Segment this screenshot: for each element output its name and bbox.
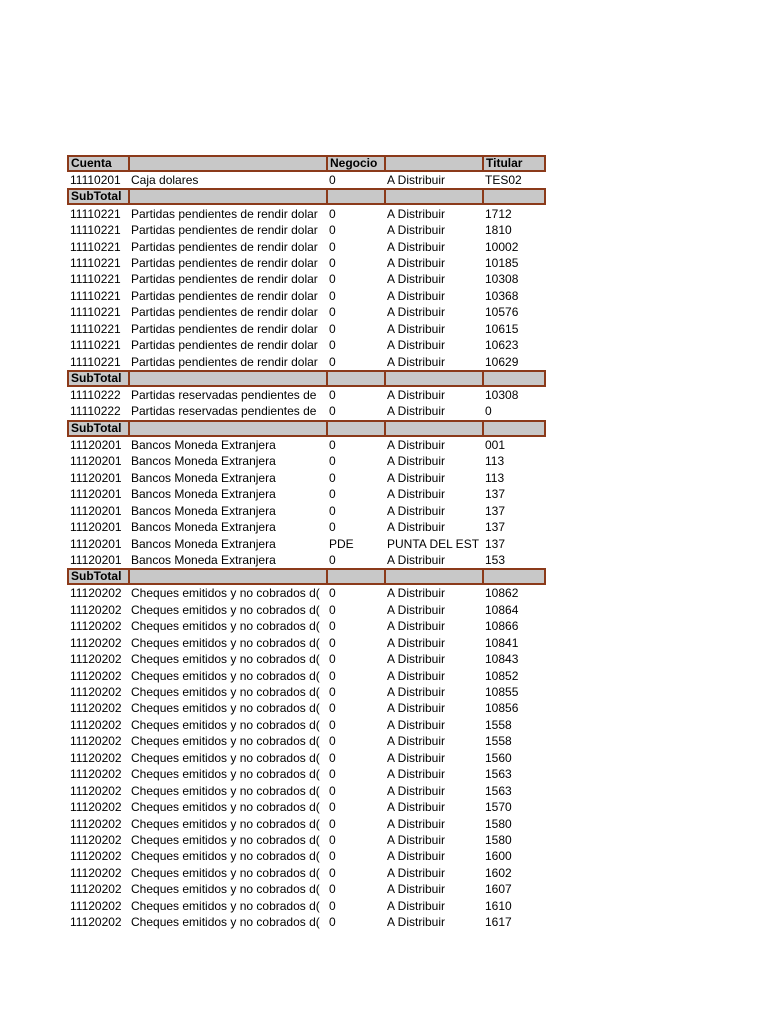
titular-cell: 10864 — [485, 602, 519, 617]
distribucion-cell: A Distribuir — [387, 305, 446, 320]
table-body — [68, 156, 545, 930]
cuenta-cell: 11120201 — [70, 470, 122, 485]
distribucion-cell: A Distribuir — [387, 586, 446, 601]
table-row — [68, 618, 545, 634]
titular-cell: 1712 — [485, 206, 512, 221]
negocio-cell: 0 — [329, 668, 336, 683]
subtotal-label: SubTotal — [68, 189, 129, 204]
descripcion-cell: Cheques emitidos y no cobrados d( — [131, 767, 320, 782]
descripcion-cell: Bancos Moneda Extranjera — [131, 536, 276, 551]
titular-cell: 1558 — [485, 717, 512, 732]
table-row — [68, 750, 545, 766]
titular-cell: 001 — [485, 437, 506, 452]
table-row — [68, 898, 545, 914]
distribucion-cell: A Distribuir — [387, 255, 446, 270]
distribucion-cell: A Distribuir — [387, 832, 446, 847]
descripcion-cell: Cheques emitidos y no cobrados d( — [131, 800, 320, 815]
negocio-cell: 0 — [329, 272, 336, 287]
negocio-cell: 0 — [329, 206, 336, 221]
descripcion-cell: Cheques emitidos y no cobrados d( — [131, 685, 320, 700]
subtotal-row — [68, 371, 545, 386]
titular-cell: 10862 — [485, 586, 519, 601]
subtotal-blank-cell — [129, 569, 327, 584]
negocio-cell: 0 — [329, 783, 336, 798]
titular-cell: 1570 — [485, 800, 512, 815]
distribucion-cell: A Distribuir — [387, 849, 446, 864]
spreadsheet-table — [67, 155, 546, 930]
titular-cell: TES02 — [485, 173, 522, 188]
table-row — [68, 799, 545, 815]
negocio-cell: 0 — [329, 338, 336, 353]
cuenta-cell: 11120201 — [70, 487, 122, 502]
titular-cell: 10308 — [485, 388, 519, 403]
titular-cell: 137 — [485, 520, 506, 535]
distribucion-cell: A Distribuir — [387, 173, 446, 188]
subtotal-blank-cell — [327, 421, 385, 436]
distribucion-cell: A Distribuir — [387, 321, 446, 336]
titular-cell: 137 — [485, 503, 506, 518]
distribucion-cell: A Distribuir — [387, 602, 446, 617]
negocio-cell: 0 — [329, 865, 336, 880]
descripcion-cell: Cheques emitidos y no cobrados d( — [131, 734, 320, 749]
table-row — [68, 667, 545, 683]
negocio-cell: PDE — [329, 536, 354, 551]
negocio-cell: 0 — [329, 255, 336, 270]
subtotal-blank-cell — [327, 189, 385, 204]
descripcion-cell: Partidas pendientes de rendir dolar — [131, 338, 318, 353]
titular-cell: 137 — [485, 536, 506, 551]
negocio-cell: 0 — [329, 652, 336, 667]
negocio-cell: 0 — [329, 816, 336, 831]
titular-cell: 1558 — [485, 734, 512, 749]
descripcion-cell: Bancos Moneda Extranjera — [131, 503, 276, 518]
table-row — [68, 470, 545, 486]
table-row — [68, 651, 545, 667]
table-row — [68, 337, 545, 353]
header-blank-1 — [129, 156, 327, 171]
header-row — [68, 156, 545, 171]
titular-cell: 1810 — [485, 223, 512, 238]
cuenta-cell: 11120202 — [70, 701, 122, 716]
table-row — [68, 502, 545, 518]
distribucion-cell: A Distribuir — [387, 206, 446, 221]
cuenta-cell: 11120202 — [70, 882, 122, 897]
header-titular: Titular — [483, 156, 545, 171]
negocio-cell: 0 — [329, 321, 336, 336]
cuenta-cell: 11110221 — [70, 272, 121, 287]
subtotal-blank-cell — [129, 371, 327, 386]
negocio-cell: 0 — [329, 915, 336, 930]
titular-cell: 10623 — [485, 338, 519, 353]
cuenta-cell: 11120202 — [70, 915, 122, 930]
distribucion-cell: A Distribuir — [387, 717, 446, 732]
distribucion-cell: A Distribuir — [387, 750, 446, 765]
cuenta-cell: 11120201 — [70, 503, 122, 518]
negocio-cell: 0 — [329, 305, 336, 320]
descripcion-cell: Cheques emitidos y no cobrados d( — [131, 882, 320, 897]
descripcion-cell: Cheques emitidos y no cobrados d( — [131, 915, 320, 930]
titular-cell: 10855 — [485, 685, 519, 700]
cuenta-cell: 11110221 — [70, 305, 121, 320]
subtotal-label: SubTotal — [68, 371, 129, 386]
distribucion-cell: A Distribuir — [387, 882, 446, 897]
table-row — [68, 535, 545, 551]
table-row — [68, 684, 545, 700]
distribucion-cell: A Distribuir — [387, 272, 446, 287]
descripcion-cell: Cheques emitidos y no cobrados d( — [131, 783, 320, 798]
descripcion-cell: Cheques emitidos y no cobrados d( — [131, 668, 320, 683]
negocio-cell: 0 — [329, 173, 336, 188]
cuenta-cell: 11120202 — [70, 783, 122, 798]
negocio-cell: 0 — [329, 552, 336, 567]
titular-cell: 0 — [485, 404, 492, 419]
descripcion-cell: Partidas pendientes de rendir dolar — [131, 255, 318, 270]
table-row — [68, 403, 545, 420]
titular-cell: 1580 — [485, 816, 512, 831]
negocio-cell: 0 — [329, 898, 336, 913]
cuenta-cell: 11120202 — [70, 767, 122, 782]
header-negocio: Negocio — [327, 156, 385, 171]
subtotal-blank-cell — [385, 189, 483, 204]
distribucion-cell: A Distribuir — [387, 783, 446, 798]
subtotal-label: SubTotal — [68, 569, 129, 584]
titular-cell: 1563 — [485, 783, 512, 798]
negocio-cell: 0 — [329, 223, 336, 238]
descripcion-cell: Cheques emitidos y no cobrados d( — [131, 652, 320, 667]
negocio-cell: 0 — [329, 882, 336, 897]
cuenta-cell: 11120202 — [70, 800, 122, 815]
distribucion-cell: A Distribuir — [387, 619, 446, 634]
distribucion-cell: A Distribuir — [387, 668, 446, 683]
descripcion-cell: Bancos Moneda Extranjera — [131, 437, 276, 452]
titular-cell: 10368 — [485, 288, 519, 303]
distribucion-cell: A Distribuir — [387, 404, 446, 419]
descripcion-cell: Cheques emitidos y no cobrados d( — [131, 849, 320, 864]
titular-cell: 10185 — [485, 255, 519, 270]
table-row — [68, 552, 545, 569]
negocio-cell: 0 — [329, 586, 336, 601]
distribucion-cell: PUNTA DEL EST — [387, 536, 480, 551]
descripcion-cell: Cheques emitidos y no cobrados d( — [131, 619, 320, 634]
table-row — [68, 321, 545, 337]
titular-cell: 113 — [485, 454, 505, 469]
table-row — [68, 914, 545, 930]
descripcion-cell: Partidas pendientes de rendir dolar — [131, 305, 318, 320]
distribucion-cell: A Distribuir — [387, 865, 446, 880]
cuenta-cell: 11120202 — [70, 685, 122, 700]
cuenta-cell: 11110221 — [70, 288, 121, 303]
titular-cell: 1563 — [485, 767, 512, 782]
cuenta-cell: 11120202 — [70, 865, 122, 880]
cuenta-cell: 11110221 — [70, 255, 121, 270]
distribucion-cell: A Distribuir — [387, 338, 446, 353]
negocio-cell: 0 — [329, 832, 336, 847]
cuenta-cell: 11120202 — [70, 635, 122, 650]
distribucion-cell: A Distribuir — [387, 388, 446, 403]
titular-cell: 1607 — [485, 882, 512, 897]
table-row — [68, 832, 545, 848]
distribucion-cell: A Distribuir — [387, 288, 446, 303]
descripcion-cell: Bancos Moneda Extranjera — [131, 487, 276, 502]
descripcion-cell: Partidas pendientes de rendir dolar — [131, 206, 318, 221]
table-row — [68, 602, 545, 618]
negocio-cell: 0 — [329, 437, 336, 452]
descripcion-cell: Cheques emitidos y no cobrados d( — [131, 865, 320, 880]
negocio-cell: 0 — [329, 849, 336, 864]
table-row — [68, 288, 545, 304]
negocio-cell: 0 — [329, 288, 336, 303]
titular-cell: 10615 — [485, 321, 519, 336]
titular-cell: 1602 — [485, 865, 512, 880]
cuenta-cell: 11110221 — [70, 223, 121, 238]
cuenta-cell: 11120202 — [70, 832, 122, 847]
descripcion-cell: Cheques emitidos y no cobrados d( — [131, 898, 320, 913]
negocio-cell: 0 — [329, 619, 336, 634]
header-cuenta: Cuenta — [68, 156, 129, 171]
descripcion-cell: Partidas pendientes de rendir dolar — [131, 272, 318, 287]
cuenta-cell: 11120201 — [70, 552, 122, 567]
descripcion-cell: Partidas pendientes de rendir dolar — [131, 354, 318, 369]
titular-cell: 10866 — [485, 619, 519, 634]
negocio-cell: 0 — [329, 388, 336, 403]
negocio-cell: 0 — [329, 503, 336, 518]
cuenta-cell: 11120202 — [70, 816, 122, 831]
subtotal-blank-cell — [483, 371, 545, 386]
cuenta-cell: 11110222 — [70, 404, 121, 419]
descripcion-cell: Cheques emitidos y no cobrados d( — [131, 602, 320, 617]
table-row — [68, 222, 545, 238]
distribucion-cell: A Distribuir — [387, 685, 446, 700]
titular-cell: 10856 — [485, 701, 519, 716]
table-row — [68, 486, 545, 502]
titular-cell: 10308 — [485, 272, 519, 287]
table-row — [68, 453, 545, 469]
distribucion-cell: A Distribuir — [387, 767, 446, 782]
descripcion-cell: Partidas pendientes de rendir dolar — [131, 223, 318, 238]
table-row — [68, 881, 545, 897]
titular-cell: 1580 — [485, 832, 512, 847]
cuenta-cell: 11120201 — [70, 520, 122, 535]
cuenta-cell: 11120202 — [70, 619, 122, 634]
cuenta-cell: 11120202 — [70, 652, 122, 667]
titular-cell: 1610 — [485, 898, 512, 913]
distribucion-cell: A Distribuir — [387, 239, 446, 254]
titular-cell: 10002 — [485, 239, 519, 254]
distribucion-cell: A Distribuir — [387, 816, 446, 831]
subtotal-blank-cell — [327, 569, 385, 584]
descripcion-cell: Cheques emitidos y no cobrados d( — [131, 701, 320, 716]
descripcion-cell: Cheques emitidos y no cobrados d( — [131, 635, 320, 650]
cuenta-cell: 11110221 — [70, 354, 121, 369]
table-row — [68, 304, 545, 320]
descripcion-cell: Caja dolares — [131, 173, 199, 188]
negocio-cell: 0 — [329, 354, 336, 369]
cuenta-cell: 11120201 — [70, 536, 122, 551]
titular-cell: 10841 — [485, 635, 519, 650]
subtotal-blank-cell — [385, 371, 483, 386]
table-row — [68, 815, 545, 831]
table-row — [68, 386, 545, 403]
titular-cell: 10629 — [485, 354, 519, 369]
descripcion-cell: Partidas pendientes de rendir dolar — [131, 288, 318, 303]
distribucion-cell: A Distribuir — [387, 454, 446, 469]
cuenta-cell: 11120202 — [70, 586, 122, 601]
cuenta-cell: 11110221 — [70, 206, 121, 221]
table-row — [68, 255, 545, 271]
distribucion-cell: A Distribuir — [387, 898, 446, 913]
negocio-cell: 0 — [329, 470, 336, 485]
table-row — [68, 700, 545, 716]
titular-cell: 1617 — [485, 915, 512, 930]
negocio-cell: 0 — [329, 685, 336, 700]
titular-cell: 1560 — [485, 750, 512, 765]
subtotal-blank-cell — [483, 569, 545, 584]
cuenta-cell: 11120202 — [70, 717, 122, 732]
distribucion-cell: A Distribuir — [387, 552, 446, 567]
negocio-cell: 0 — [329, 239, 336, 254]
table-row — [68, 238, 545, 254]
negocio-cell: 0 — [329, 701, 336, 716]
subtotal-row — [68, 421, 545, 436]
negocio-cell: 0 — [329, 404, 336, 419]
subtotal-label: SubTotal — [68, 421, 129, 436]
descripcion-cell: Bancos Moneda Extranjera — [131, 454, 276, 469]
distribucion-cell: A Distribuir — [387, 487, 446, 502]
distribucion-cell: A Distribuir — [387, 734, 446, 749]
distribucion-cell: A Distribuir — [387, 470, 446, 485]
subtotal-blank-cell — [129, 189, 327, 204]
distribucion-cell: A Distribuir — [387, 437, 446, 452]
subtotal-blank-cell — [385, 421, 483, 436]
cuenta-cell: 11110221 — [70, 239, 121, 254]
subtotal-blank-cell — [483, 189, 545, 204]
descripcion-cell: Partidas reservadas pendientes de — [131, 388, 317, 403]
distribucion-cell: A Distribuir — [387, 635, 446, 650]
negocio-cell: 0 — [329, 800, 336, 815]
subtotal-blank-cell — [327, 371, 385, 386]
descripcion-cell: Partidas pendientes de rendir dolar — [131, 239, 318, 254]
negocio-cell: 0 — [329, 767, 336, 782]
descripcion-cell: Cheques emitidos y no cobrados d( — [131, 586, 320, 601]
descripcion-cell: Cheques emitidos y no cobrados d( — [131, 750, 320, 765]
titular-cell: 10852 — [485, 668, 519, 683]
cuenta-cell: 11120202 — [70, 668, 122, 683]
distribucion-cell: A Distribuir — [387, 915, 446, 930]
titular-cell: 113 — [485, 470, 505, 485]
table-row — [68, 717, 545, 733]
titular-cell: 137 — [485, 487, 506, 502]
cuenta-cell: 11120202 — [70, 898, 122, 913]
table-row — [68, 733, 545, 749]
negocio-cell: 0 — [329, 602, 336, 617]
cuenta-cell: 11120201 — [70, 437, 122, 452]
distribucion-cell: A Distribuir — [387, 354, 446, 369]
table-row — [68, 519, 545, 535]
table-row — [68, 766, 545, 782]
cuenta-cell: 11120202 — [70, 849, 122, 864]
negocio-cell: 0 — [329, 520, 336, 535]
titular-cell: 153 — [485, 552, 506, 567]
negocio-cell: 0 — [329, 635, 336, 650]
descripcion-cell: Bancos Moneda Extranjera — [131, 470, 276, 485]
subtotal-blank-cell — [483, 421, 545, 436]
descripcion-cell: Cheques emitidos y no cobrados d( — [131, 832, 320, 847]
negocio-cell: 0 — [329, 454, 336, 469]
negocio-cell: 0 — [329, 734, 336, 749]
subtotal-row — [68, 569, 545, 584]
cuenta-cell: 11110221 — [70, 321, 121, 336]
descripcion-cell: Cheques emitidos y no cobrados d( — [131, 717, 320, 732]
distribucion-cell: A Distribuir — [387, 223, 446, 238]
descripcion-cell: Cheques emitidos y no cobrados d( — [131, 816, 320, 831]
descripcion-cell: Partidas reservadas pendientes de — [131, 404, 317, 419]
titular-cell: 10843 — [485, 652, 519, 667]
negocio-cell: 0 — [329, 750, 336, 765]
cuenta-cell: 11110221 — [70, 338, 121, 353]
distribucion-cell: A Distribuir — [387, 520, 446, 535]
subtotal-blank-cell — [129, 421, 327, 436]
table-row — [68, 782, 545, 798]
table-row — [68, 848, 545, 864]
table-row — [68, 635, 545, 651]
distribucion-cell: A Distribuir — [387, 800, 446, 815]
table-row — [68, 865, 545, 881]
table-row — [68, 171, 545, 189]
table-row — [68, 353, 545, 370]
cuenta-cell: 11110222 — [70, 388, 121, 403]
cuenta-cell: 11110201 — [70, 173, 121, 188]
titular-cell: 1600 — [485, 849, 512, 864]
distribucion-cell: A Distribuir — [387, 652, 446, 667]
descripcion-cell: Bancos Moneda Extranjera — [131, 552, 276, 567]
distribucion-cell: A Distribuir — [387, 503, 446, 518]
cuenta-cell: 11120202 — [70, 602, 122, 617]
descripcion-cell: Bancos Moneda Extranjera — [131, 520, 276, 535]
distribucion-cell: A Distribuir — [387, 701, 446, 716]
negocio-cell: 0 — [329, 487, 336, 502]
table-row — [68, 271, 545, 287]
subtotal-blank-cell — [385, 569, 483, 584]
subtotal-row — [68, 189, 545, 204]
negocio-cell: 0 — [329, 717, 336, 732]
titular-cell: 10576 — [485, 305, 519, 320]
table-row — [68, 436, 545, 453]
descripcion-cell: Partidas pendientes de rendir dolar — [131, 321, 318, 336]
cuenta-cell: 11120202 — [70, 734, 122, 749]
table-row — [68, 204, 545, 221]
header-blank-2 — [385, 156, 483, 171]
cuenta-cell: 11120201 — [70, 454, 122, 469]
table-row — [68, 584, 545, 601]
cuenta-cell: 11120202 — [70, 750, 122, 765]
